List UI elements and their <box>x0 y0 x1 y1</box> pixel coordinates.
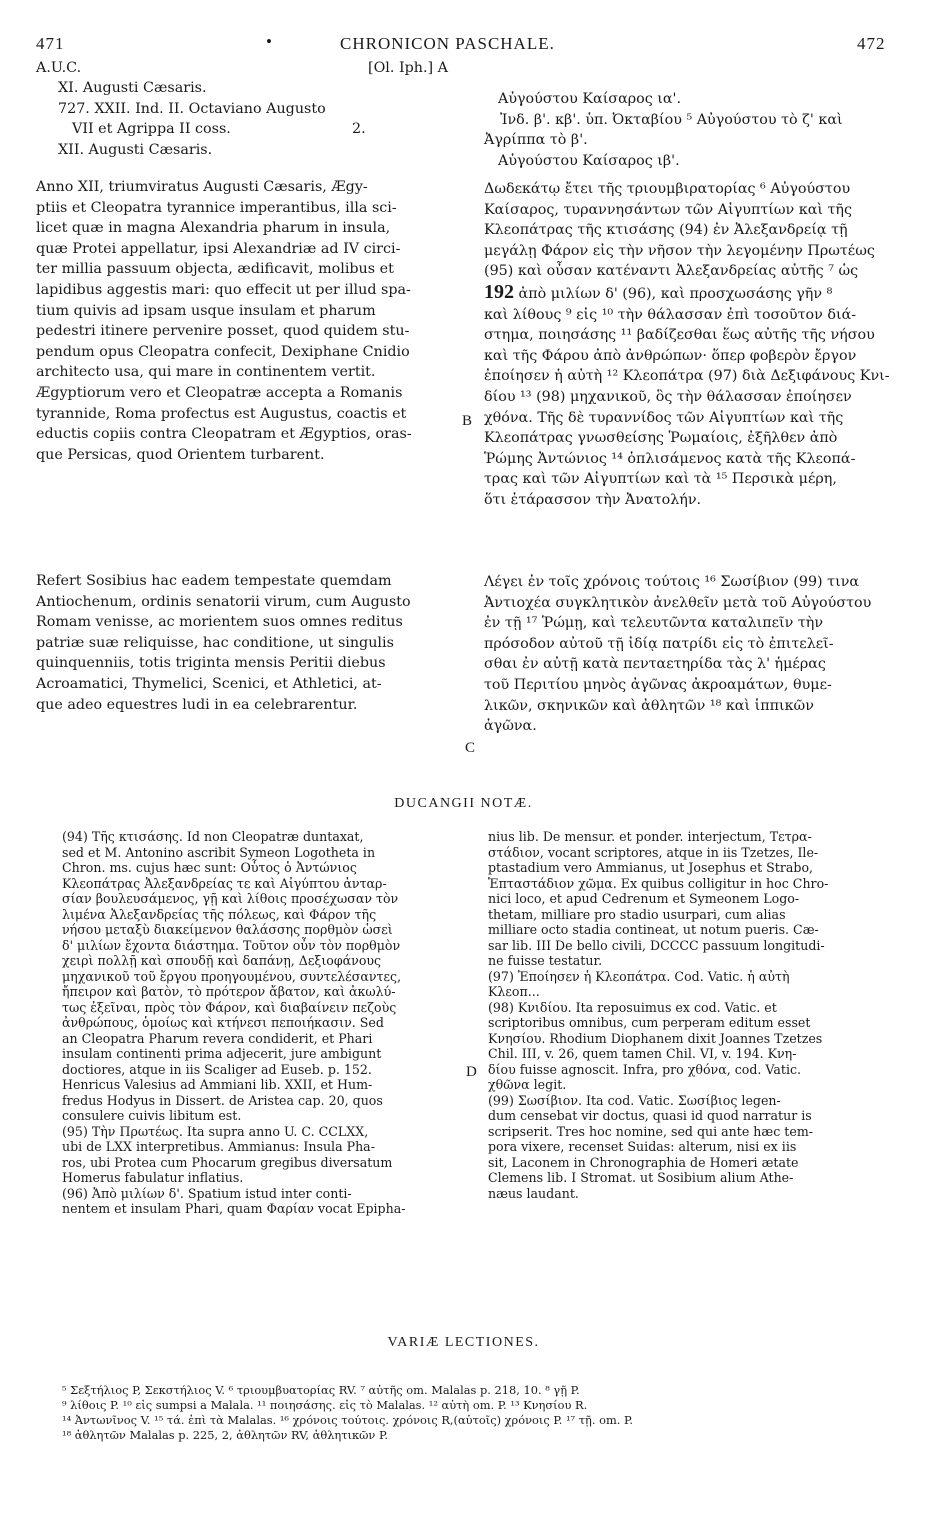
text-line: στημα, ποιησάσης ¹¹ βαδίζεσθαι ἕως αὐτῆς τῆς νήσου <box>484 327 875 344</box>
text-line: τοῦ Περιτίου μηνὸς ἀγῶνας ἀκροαμάτων, θυμε- <box>484 676 832 693</box>
note-line: Κλεοπ... <box>488 984 540 999</box>
text-line: Acroamatici, Thymelici, Scenici, et Athletici, at- <box>36 675 382 692</box>
text-line: Romam venisse, ac morientem suos omnes reditus <box>36 614 403 631</box>
text-line: Ἀντιοχέα συγκλητικὸν ἀνελθεῖν μετὰ τοῦ Αὐγούστου <box>484 594 872 611</box>
margin-mark-c: C <box>465 740 476 756</box>
text-line: Κλεοπάτρας γνωσθείσης Ῥωμαίοις, ἐξῆλθεν ἀπὸ <box>484 430 838 447</box>
note-line: χειρὶ πολλῇ καὶ σπουδῇ καὶ δαπάνῃ, Δεξιοφάνους <box>62 953 382 968</box>
note-line: λιμένα Ἀλεξανδρείας τῆς πόλεως, καὶ Φάρον τῆς <box>62 906 377 922</box>
margin-mark-d: D <box>466 1064 477 1080</box>
note-line: (96) Ἀπὸ μιλίων δ'. Spatium istud inter conti- <box>62 1185 352 1201</box>
text-line: Ἀγρίππα τὸ β'. <box>484 132 588 149</box>
greek-paragraph-2 <box>484 572 894 737</box>
text-line: Ægyptiorum vero et Cleopatræ accepta a Romanis <box>36 384 403 401</box>
text-line: χθόνα. Τῆς δὲ τυραννίδος τῶν Αἰγυπτίων καὶ τῆς <box>484 409 844 426</box>
text-line: Λέγει ἐν τοῖς χρόνοις τούτοις ¹⁶ Σωσίβιον (99) τινα <box>484 574 860 590</box>
text-line: ἐποίησεν ἡ αὐτὴ ¹² Κλεοπάτρα (97) διὰ Δεξιφάνους Κνι- <box>484 368 890 385</box>
text-line: pendum opus Cleopatra confecit, Dexiphane Cnidio <box>36 343 410 360</box>
text-line: Κλεοπάτρας τῆς κτισάσης (94) ἐν Ἀλεξανδρείᾳ τῇ <box>484 222 848 239</box>
page-number-right: 472 <box>857 34 886 53</box>
text-line: architecto usa, qui mare in continentem vertit. <box>36 364 376 381</box>
coss-number: 2. <box>352 121 366 138</box>
text-line: ὅτι ἐτάρασσον τὴν Ἀνατολήν. <box>484 491 702 508</box>
text-line: Ῥώμης Ἀντώνιος ¹⁴ ὁπλισάμενος κατὰ τῆς Κλεοπά- <box>484 450 856 467</box>
note-line: Henricus Valesius ad Ammiani lib. XXII, et Hum- <box>62 1077 373 1092</box>
auc-label: A.U.C. <box>36 60 82 76</box>
text-line: eductis copiis contra Cleopatram et Ægyptios, oras- <box>36 426 412 443</box>
text-line: quæ Protei appellatur, ipsi Alexandriæ ad IV circi- <box>36 240 401 257</box>
note-line: scriptoribus omnibus, cum perperam editum esset <box>488 1015 811 1030</box>
note-line: dum censebat vir doctus, quasi id quod narratur is <box>488 1108 812 1123</box>
note-line: ἤπειρον καὶ βατὸν, τὸ πρότερον ἄβατον, καὶ ἀκωλύ- <box>62 984 396 999</box>
note-line: pora vixere, recenset Suidas: alterum, nisi ex iis <box>488 1139 797 1154</box>
note-line: næus laudant. <box>488 1185 579 1201</box>
latin-paragraph-2 <box>36 571 456 715</box>
note-line: nici loco, et apud Cedrenum et Symeonem Logo- <box>488 891 800 906</box>
note-line: Ἑπταστάδιον χῶμα. Ex quibus colligitur in hoc Chro- <box>488 875 829 891</box>
latin-paragraph-1 <box>36 177 456 465</box>
note-line: νήσου μεταξὺ διακείμενον θαλάσσης πορθμὸν ὡσεὶ <box>62 922 393 937</box>
text-line: quinquenniis, totis triginta mensis Peritii diebus <box>36 655 386 672</box>
note-line: Chil. III, v. 26, quem tamen Chil. VI, v. 194. Κνη- <box>488 1046 797 1061</box>
note-line: Clemens lib. I Stromat. ut Sosibium alium Athe- <box>488 1170 794 1185</box>
note-line: σίαν βουλευσάμενος, γῇ καὶ λίθοις προσέχωσαν τὸν <box>62 891 399 906</box>
text-line: que adeo equestres ludi in ea celebrarentur. <box>36 696 358 713</box>
note-line: sit, Laconem in Chronographia de Homeri ætate <box>488 1154 799 1170</box>
notes-left-column <box>62 829 454 1217</box>
note-line: nius lib. De mensur. et ponder. interjectum, Τετρα- <box>488 829 812 844</box>
text-line: Καίσαρος, τυραννησάντων τῶν Αἰγυπτίων καὶ τῆς <box>484 201 852 218</box>
note-line: ἀνθρώπους, ὁμοίως καὶ κτήνεσι πεποιήκασιν. Sed <box>62 1015 384 1030</box>
latin-year-line: XI. Augusti Cæsaris. <box>58 80 207 96</box>
note-line: μηχανικοῦ τοῦ ἔργου προηγουμένου, συντελέσαντες, <box>62 968 402 984</box>
text-line: σθαι ἐν αὐτῇ κατὰ πενταετηρίδα τὰς λ' ἡμέρας <box>484 656 826 673</box>
header-bullet: • <box>266 32 273 51</box>
note-line: στάδιον, vocant scriptores, atque in iis Tzetzes, Ile- <box>488 844 819 860</box>
note-line: nentem et insulam Phari, quam Φαρίαν vocat Epipha- <box>62 1201 406 1216</box>
text-line: licet quæ in magna Alexandria pharum in insula, <box>36 220 391 237</box>
note-line: an Cleopatra Pharum revera condiderit, et Phari <box>62 1030 373 1046</box>
text-line: τρας καὶ τῶν Αἰγυπτίων καὶ τὰ ¹⁵ Περσικὰ μέρη, <box>484 471 837 488</box>
page-number-left: 471 <box>36 34 65 53</box>
note-line: ptastadium vero Ammianus, ut Josephus et Strabo, <box>488 860 814 875</box>
text-line: Refert Sosibius hac eadem tempestate quemdam <box>36 573 392 589</box>
note-line: ubi de LXX interpretibus. Ammianus: Insula Pha- <box>62 1139 375 1154</box>
note-line: thetam, milliare pro stadio usurpari, cum alias <box>488 906 786 922</box>
note-line: Κλεοπάτρας Ἀλεξανδρείας τε καὶ Αἰγύπτου ἀνταρ- <box>62 875 387 891</box>
text-line: ἀγῶνα. <box>484 718 537 735</box>
text-line: Antiochenum, ordinis senatorii virum, cum Augusto <box>36 593 411 610</box>
latin-year-line: 727. XXII. Ind. II. Octaviano Augusto <box>58 100 326 117</box>
text-line: Ἰνδ. β'. κβ'. ὑπ. Ὀκταβίου ⁵ Αὐγούστου τὸ ζ' καὶ <box>500 111 843 128</box>
note-line: (95) Τὴν Πρωτέως. Ita supra anno U. C. CCLXX, <box>62 1123 369 1139</box>
text-line: Δωδεκάτῳ ἔτει τῆς τριουμβιρατορίας ⁶ Αὐγούστου <box>484 181 851 197</box>
note-line: sed et M. Antonino ascribit Symeon Logotheta in <box>62 844 376 860</box>
note-line: Chron. ms. cujus hæc sunt: Οὗτος ὁ Ἀντώνιος <box>62 860 357 875</box>
note-line: fredus Hodyus in Dissert. de Aristea cap. 20, quos <box>62 1092 383 1108</box>
text-line: Αὐγούστου Καίσαρος ια'. <box>498 91 682 107</box>
text-line: tium quivis ad ipsam usque insulam et pharum <box>36 302 376 319</box>
greek-paragraph-1 <box>484 179 894 511</box>
note-line: Homerus fabulatur inflatius. <box>62 1170 244 1185</box>
note-line: τως ἐξεῖναι, πρὸς τὸν Φάρον, καὶ διαβαίνειν πεζοὺς <box>62 999 397 1015</box>
text-line: lapidibus aggestis mari: quo effecit ut per illud spa- <box>36 281 411 298</box>
note-line: insulam continenti prima adjecerit, jure ambigunt <box>62 1046 382 1061</box>
note-line: (94) Τῆς κτισάσης. Id non Cleopatræ duntaxat, <box>62 829 364 844</box>
page-reference-number: 192 <box>484 280 514 303</box>
note-line: consulere cuivis libitum est. <box>62 1108 242 1123</box>
text-line: πρόσοδον αὐτοῦ τῇ ἰδίᾳ πατρίδι εἰς τὸ ἐπιτελεῖ- <box>484 635 834 652</box>
variae-lectiones <box>62 1383 902 1443</box>
note-line: (97) Ἐποίησεν ἡ Κλεοπάτρα. Cod. Vatic. ἡ αὐτὴ <box>488 968 790 984</box>
note-line: δίου fuisse agnoscit. Infra, pro χθόνα, cod. Vatic. <box>488 1061 802 1077</box>
note-line: (99) Σωσίβιον. Ita cod. Vatic. Σωσίβιος legen- <box>488 1092 781 1108</box>
note-line: sar lib. III De bello civili, DCCCC passuum longitudi- <box>488 937 825 953</box>
text-line: que Persicas, quod Orientem turbarent. <box>36 446 325 463</box>
text-line: Αὐγούστου Καίσαρος ιβ'. <box>498 152 680 169</box>
text-line: Anno XII, triumviratus Augusti Cæsaris, Ægy- <box>36 179 368 195</box>
text-line: pedestri itinere pervenire posset, quod quidem stu- <box>36 323 410 340</box>
latin-top-block <box>36 58 476 160</box>
variant-line: ⁹ λίθοις P. ¹⁰ εἰς sumpsi a Malala. ¹¹ ποιησάσης. εἰς τὸ Malalas. ¹² αὐτὴ om. P. ¹³ Κνησίου R. <box>62 1398 588 1412</box>
latin-year-line: VII et Agrippa II coss. <box>72 121 231 138</box>
greek-top-block <box>484 89 894 171</box>
note-line: δ' μιλίων ἔχοντα διάστημα. Τοῦτον οὖν τὸν πορθμὸν <box>62 937 401 953</box>
latin-year-line: XII. Augusti Cæsaris. <box>58 141 213 158</box>
text-line: ἀπὸ μιλίων δ' (96), καὶ προσχωσάσης γῆν ⁸ <box>518 285 833 302</box>
text-line: μεγάλῃ Φάρον εἰς τὴν νῆσον τὴν λεγομένην Πρωτέως <box>484 242 875 259</box>
text-line: δίου ¹³ (98) μηχανικοῦ, ὃς τὴν θάλασσαν ἐποίησεν <box>484 388 852 405</box>
text-line: tyrannide, Roma profectus est Augustus, coactis et <box>36 405 407 422</box>
variae-heading: VARIÆ LECTIONES. <box>387 1335 540 1350</box>
variant-line: ⁵ Σεξτήλιος P, Σεκστήλιος V. ⁶ τριουμβυατορίας RV. ⁷ αὐτῆς om. Malalas p. 218, 10. ⁸ γῇ P. <box>62 1383 580 1397</box>
text-line: ptiis et Cleopatra tyrannice imperantibus, illa sci- <box>36 199 397 216</box>
text-line: (95) καὶ οὖσαν κατέναντι Ἀλεξανδρείας αὐτῆς ⁷ ὡς <box>484 263 859 280</box>
variant-line: ¹⁸ ἀθλητῶν Malalas p. 225, 2, ἀθλητῶν RV, ἀθλητικῶν P. <box>62 1428 388 1442</box>
text-line: καὶ λίθους ⁹ εἰς ¹⁰ τὴν θάλασσαν ἐπὶ τοσοῦτον διά- <box>484 306 857 323</box>
running-title: CHRONICON PASCHALE. <box>340 34 555 53</box>
note-line: scripserit. Tres hoc nomine, sed qui ante hæc tem- <box>488 1123 814 1139</box>
note-line: (98) Κνιδίου. Ita reposuimus ex cod. Vatic. et <box>488 999 777 1015</box>
text-line: λικῶν, σκηνικῶν καὶ ἀθλητῶν ¹⁸ καὶ ἱππικῶν <box>484 697 814 714</box>
margin-mark-b: B <box>462 413 473 429</box>
note-line: doctiores, atque in iis Scaliger ad Euseb. p. 152. <box>62 1061 372 1077</box>
text-line: ἐν τῇ ¹⁷ Ῥώμῃ, καὶ τελευτῶντα καταλιπεῖν τὴν <box>484 615 824 632</box>
note-line: Κνησίου. Rhodium Diophanem dixit Joannes Tzetzes <box>488 1030 823 1046</box>
notes-heading: DUCANGII NOTÆ. <box>394 796 533 811</box>
notes-right-column <box>488 829 898 1201</box>
note-line: ne fuisse testatur. <box>488 953 603 968</box>
olympiad-label: [Ol. Iph.] A <box>368 60 448 76</box>
variant-line: ¹⁴ Ἀντωνῖνος V. ¹⁵ τά. ἐπὶ τὰ Malalas. ¹⁶ χρόνοις τούτοις. χρόνοις R,(αὐτοῖς) χρόνοις P. ¹⁷ τῇ. om. P. <box>62 1413 633 1427</box>
text-line: ter millia passuum objecta, ædificavit, molibus et <box>36 261 394 278</box>
note-line: ros, ubi Protea cum Phocarum gregibus diversatum <box>62 1154 393 1170</box>
text-line: καὶ τῆς Φάρου ἀπὸ ἀνθρώπων· ὅπερ φοβερὸν ἔργον <box>484 347 857 364</box>
note-line: milliare octo stadia contineat, ut notum pueris. Cæ- <box>488 922 819 937</box>
note-line: χθῶνα legit. <box>488 1077 567 1092</box>
text-line: patriæ suæ reliquisse, hac conditione, ut singulis <box>36 634 394 651</box>
